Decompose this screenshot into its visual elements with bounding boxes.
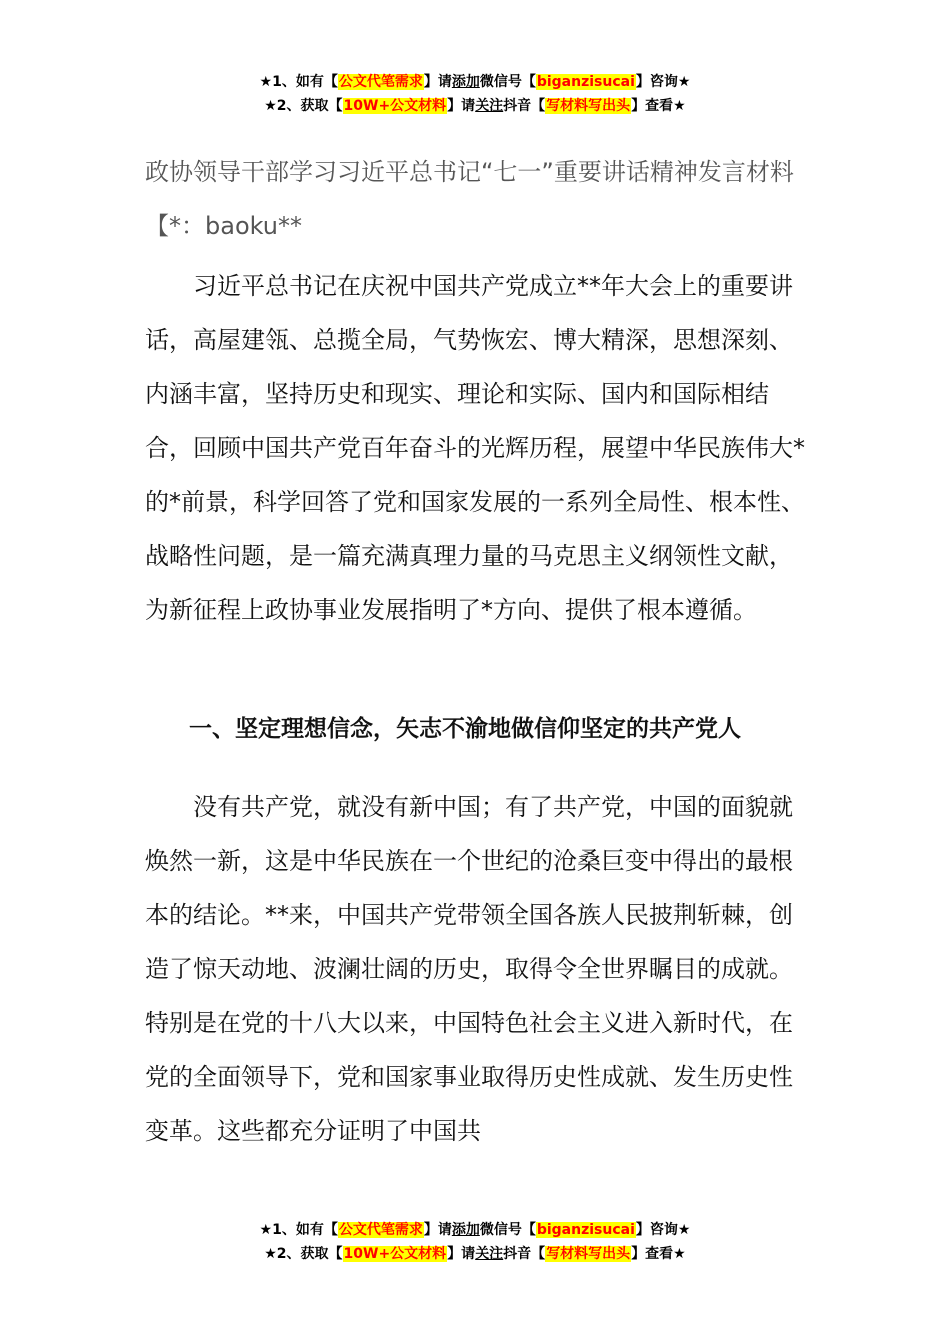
banner-text: ★2、获取【: [264, 1246, 343, 1262]
section-heading-1: 一、坚定理想信念，矢志不渝地做信仰坚定的共产党人: [189, 716, 741, 742]
banner-text: ★1、如有【: [259, 74, 338, 90]
banner-text: 】请: [423, 1222, 452, 1238]
footer-banner: [0, 1218, 950, 1266]
banner-text: 微信号【: [479, 74, 536, 90]
banner-text: 】咨询★: [635, 1222, 691, 1238]
douyin-id: 写材料写出头: [546, 1246, 631, 1262]
banner-line-2: [0, 1242, 950, 1266]
wechat-id: biganzisucai: [536, 1222, 635, 1238]
paragraph-section-1: 没有共产党，就没有新中国；有了共产党，中国的面貌就焕然一新，这是中华民族在一个世纪的沧桑巨变中得出的最根本的结论。**来，中国共产党带领全国各族人民披荆斩棘，创造了惊天动地、波澜壮阔的历史，取得令全世界瞩目的成就。特别是在党的十八大以来，中国特色社会主义进入新时代，在党的全面领导下，党和国家事业取得历史性成就、发生历史性变革。这些都充分证明了中国共: [145, 793, 793, 1145]
banner-text: 】请: [447, 98, 476, 114]
banner-text: 】请: [447, 1246, 476, 1262]
banner-text: 抖音【: [503, 98, 546, 114]
highlight-text: 公文代笔需求: [338, 1222, 423, 1238]
banner-line-1: [0, 1218, 950, 1242]
highlight-text: 10W+公文材料: [343, 1246, 447, 1262]
banner-text: ★1、如有【: [259, 1222, 338, 1238]
header-banner: [0, 70, 950, 118]
underlined-text: 关注: [475, 98, 504, 114]
banner-text: ★2、获取【: [264, 98, 343, 114]
banner-text: 】查看★: [631, 98, 686, 114]
banner-text: 】请: [423, 74, 452, 90]
wechat-id: biganzisucai: [536, 74, 635, 90]
paragraph-intro: 习近平总书记在庆祝中国共产党成立**年大会上的重要讲话，高屋建瓴、总揽全局，气势恢宏、博大精深，思想深刻、内涵丰富，坚持历史和现实、理论和实际、国内和国际相结合，回顾中国共产党百年奋斗的光辉历程，展望中华民族伟大*的*前景，科学回答了党和国家发展的一系列全局性、根本性、战略性问题，是一篇充满真理力量的马克思主义纲领性文献，为新征程上政协事业发展指明了*方向、提供了根本遵循。: [145, 272, 805, 624]
underlined-text: 添加: [451, 74, 480, 90]
underlined-text: 添加: [451, 1222, 480, 1238]
banner-line-1: [0, 70, 950, 94]
douyin-id: 写材料写出头: [546, 98, 631, 114]
banner-text: 抖音【: [503, 1246, 546, 1262]
banner-text: 微信号【: [479, 1222, 536, 1238]
banner-text: 】查看★: [631, 1246, 686, 1262]
highlight-text: 10W+公文材料: [343, 98, 447, 114]
banner-line-2: [0, 94, 950, 118]
document-title: 政协领导干部学习习近平总书记“七一”重要讲话精神发言材料【*：baoku**: [145, 158, 794, 240]
banner-text: 】咨询★: [635, 74, 691, 90]
underlined-text: 关注: [475, 1246, 504, 1262]
highlight-text: 公文代笔需求: [338, 74, 423, 90]
